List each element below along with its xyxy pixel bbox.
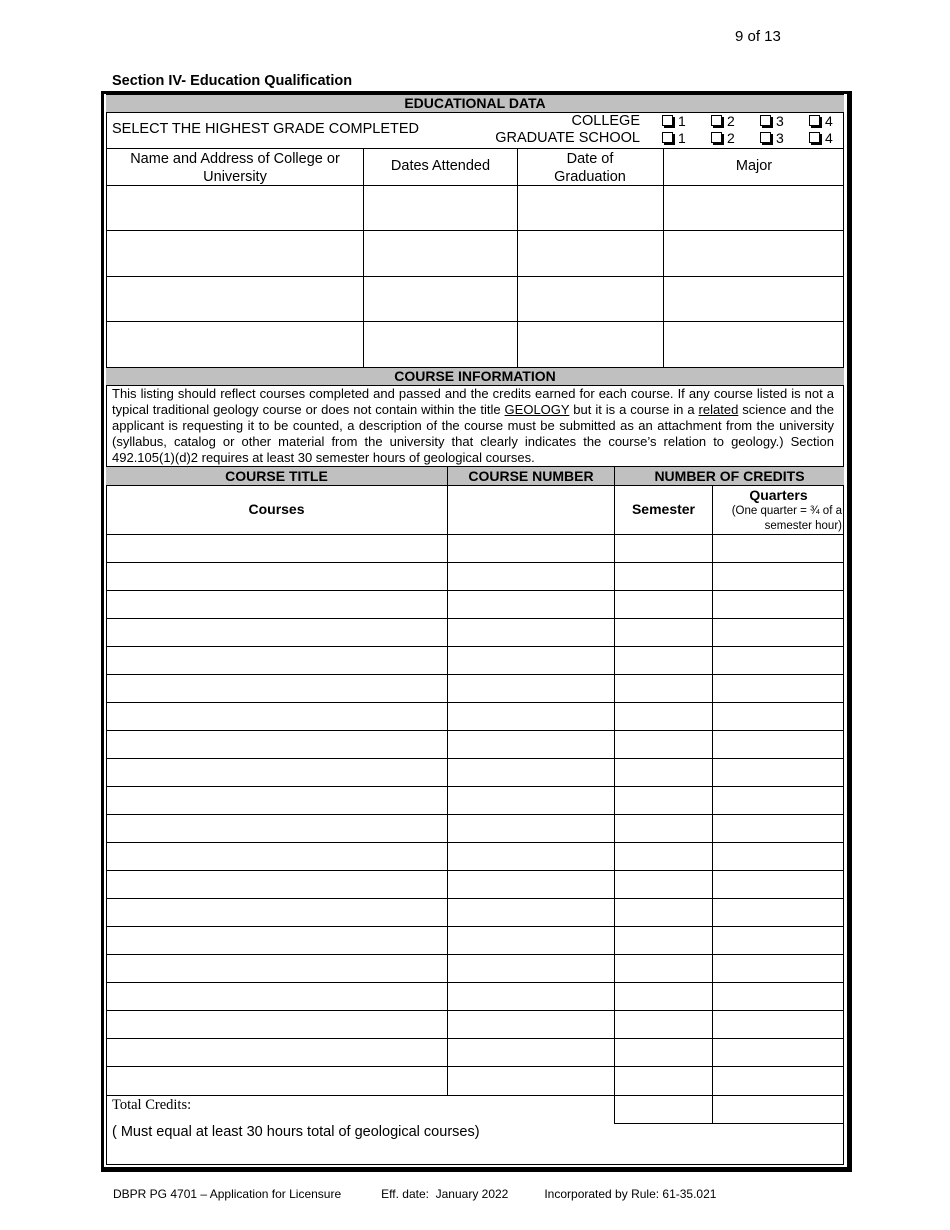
footer-rule: Incorporated by Rule: 61-35.021 xyxy=(544,1187,717,1201)
row-line xyxy=(106,562,844,563)
checkbox-icon xyxy=(662,115,673,126)
divider xyxy=(712,486,713,1124)
total-credits-label: Total Credits: xyxy=(112,1097,192,1113)
row-line xyxy=(106,982,844,983)
total-semester-field[interactable] xyxy=(615,1096,712,1123)
row-line xyxy=(106,870,844,871)
page-number: 9 of 13 xyxy=(735,28,781,45)
grad-grade-2-checkbox[interactable]: 2 xyxy=(711,130,735,146)
semester-label: Semester xyxy=(631,501,696,517)
row-line xyxy=(106,702,844,703)
divider xyxy=(517,148,518,367)
course-info-header: COURSE INFORMATION xyxy=(394,368,556,384)
checkbox-icon xyxy=(809,115,820,126)
row-line xyxy=(106,1066,844,1067)
edu-row-4-college[interactable] xyxy=(107,322,363,367)
edu-row-2-college[interactable] xyxy=(107,231,363,276)
number-of-credits-header: NUMBER OF CREDITS xyxy=(654,468,805,484)
total-credits-note: ( Must equal at least 30 hours total of geological courses) xyxy=(112,1124,480,1140)
checkbox-icon xyxy=(711,132,722,143)
row-line xyxy=(106,954,844,955)
row-line xyxy=(106,646,844,647)
row-line xyxy=(106,842,844,843)
geology-term: GEOLOGY xyxy=(504,402,570,417)
grad-grade-1-checkbox[interactable]: 1 xyxy=(662,130,686,146)
checkbox-icon xyxy=(711,115,722,126)
row-line xyxy=(106,534,844,535)
grad-grade-3-checkbox[interactable]: 3 xyxy=(760,130,784,146)
quarters-label: Quarters xyxy=(749,487,808,503)
college-grade-2-checkbox[interactable]: 2 xyxy=(711,113,735,129)
course-number-header: COURSE NUMBER xyxy=(468,468,594,484)
divider xyxy=(663,148,664,367)
quarters-note: (One quarter = ¾ of a semester hour) xyxy=(731,505,842,532)
educational-data-header: EDUCATIONAL DATA xyxy=(404,95,546,111)
row-line xyxy=(106,590,844,591)
footer-form: DBPR PG 4701 – Application for Licensure xyxy=(113,1187,342,1201)
row-line xyxy=(106,674,844,675)
courses-label: Courses xyxy=(248,501,305,517)
college-grade-1-checkbox[interactable]: 1 xyxy=(662,113,686,129)
checkbox-icon xyxy=(760,115,771,126)
checkbox-icon xyxy=(760,132,771,143)
footer xyxy=(113,1187,716,1201)
col-date-graduation: Date of Graduation xyxy=(554,151,626,185)
edu-row-1-college[interactable] xyxy=(107,186,363,230)
divider xyxy=(614,466,615,1124)
col-major: Major xyxy=(735,158,773,174)
row-line xyxy=(106,926,844,927)
col-college-name: Name and Address of College or University xyxy=(130,151,340,185)
col-dates-attended: Dates Attended xyxy=(390,158,491,174)
footer-eff-date: Eff. date: January 2022 xyxy=(381,1187,509,1201)
course-title-header: COURSE TITLE xyxy=(225,468,328,484)
row-line xyxy=(106,1010,844,1011)
select-grade-label: SELECT THE HIGHEST GRADE COMPLETED xyxy=(112,121,419,137)
row-line xyxy=(106,758,844,759)
course-notice: This listing should reflect courses completed and passed and the credits earned for each course. If any course listed is not a typical traditional geology course or does not contain within the title GEOLOGY but it is a course in a related science and the applicant is requesting it to be counted, a description of the course must be submitted as an attachment from the university (syllabus, catalog or other material from the university that clearly indicates the course’s relation to geology.) Section 492.105(1)(d)2 requires at least 30 semester hours of geological courses. xyxy=(112,386,834,465)
college-grade-4-checkbox[interactable]: 4 xyxy=(809,113,833,129)
row-line xyxy=(614,1123,844,1124)
row-line xyxy=(106,618,844,619)
divider xyxy=(106,148,844,149)
divider xyxy=(363,148,364,367)
total-quarters-field[interactable] xyxy=(713,1096,844,1123)
college-label: COLLEGE xyxy=(571,113,640,129)
checkbox-icon xyxy=(662,132,673,143)
grad-grade-4-checkbox[interactable]: 4 xyxy=(809,130,833,146)
row-line xyxy=(106,1038,844,1039)
row-line xyxy=(106,898,844,899)
row-line xyxy=(106,814,844,815)
divider xyxy=(447,466,448,1096)
related-term: related xyxy=(698,402,739,417)
checkbox-icon xyxy=(809,132,820,143)
row-line xyxy=(106,730,844,731)
row-line xyxy=(106,786,844,787)
college-grade-3-checkbox[interactable]: 3 xyxy=(760,113,784,129)
graduate-school-label: GRADUATE SCHOOL xyxy=(495,130,640,146)
section-title: Section IV- Education Qualification xyxy=(112,73,353,89)
edu-row-3-college[interactable] xyxy=(107,277,363,321)
